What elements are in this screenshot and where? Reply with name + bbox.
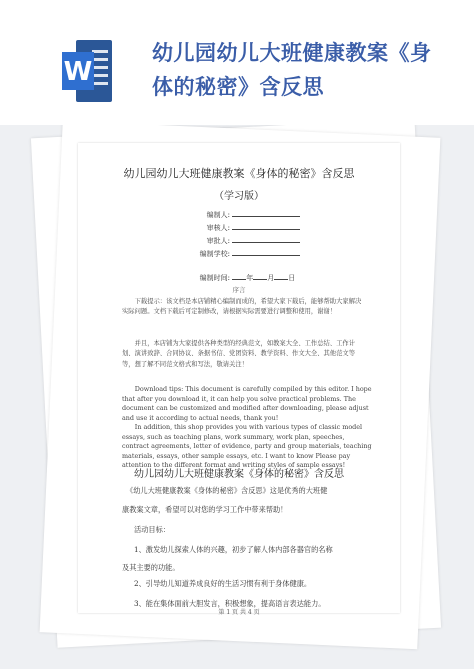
body-line: 《幼儿大班健康教案《身体的秘密》含反思》这是优秀的大班健 bbox=[126, 486, 328, 495]
download-tip-cn: 下载提示：该文档是本店铺精心编制而成的，希望大家下载后，能够帮助大家解决实际问题。文档下载后可定制修改，请根据实际需要进行调整和使用，谢谢！ bbox=[122, 298, 362, 316]
body-line: 康教案文章，希望可以对您的学习工作中带来帮助！ bbox=[122, 505, 288, 514]
word-icon bbox=[62, 40, 112, 102]
document-page bbox=[78, 143, 400, 616]
preface-heading: 序言 bbox=[232, 286, 246, 294]
page-number: 第 1 页 共 4 页 bbox=[218, 609, 260, 616]
svg-text:W: W bbox=[63, 57, 93, 87]
field-blank bbox=[232, 248, 300, 256]
date-year-label: 年 bbox=[246, 274, 254, 282]
field-author bbox=[196, 209, 300, 220]
document-preview bbox=[0, 125, 474, 669]
field-label: 编制人: bbox=[206, 211, 230, 219]
field-blank bbox=[232, 222, 300, 230]
field-blank bbox=[232, 272, 246, 280]
body-line: 1、激发幼儿探索人体的兴趣，初步了解人体内部各器官的名称 bbox=[134, 545, 333, 554]
field-blank bbox=[253, 272, 267, 280]
shop-info-cn: 并且，本店铺为大家提供各种类型的经典范文，如教案大全、工作总结、工作计划、演讲致辞、合同协议、条据书信、党团资料、教学资料、作文大全、其他范文等等，想了解不同范文格式和写法，敬请关注！ bbox=[122, 340, 355, 368]
field-label: 编制学校: bbox=[199, 250, 230, 258]
body-line: 活动目标： bbox=[134, 525, 170, 534]
section-title: 幼儿园幼儿大班健康教案《身体的秘密》含反思 bbox=[134, 469, 344, 480]
document-title: 幼儿园幼儿大班健康教案《身体的秘密》含反思 bbox=[123, 167, 355, 180]
field-label: 审批人: bbox=[206, 237, 230, 245]
field-approver bbox=[196, 235, 300, 246]
body-line: 3、能在集体面前大胆发言，积极想象，提高语言表达能力。 bbox=[134, 599, 326, 608]
body-line: 及其主要的功能。 bbox=[122, 563, 180, 572]
field-blank bbox=[274, 272, 288, 280]
download-tip-en: Download tips: This document is carefully compiled by this editor. I hope that after you download it, it can help you solve practical problems. The document can be customized and modified after downloading, please adjust and use it according to actual needs, thank you! bbox=[122, 385, 372, 422]
body-line: 2、引导幼儿知道养成良好的生活习惯有利于身体健康。 bbox=[134, 579, 312, 588]
date-day-label: 日 bbox=[288, 274, 296, 282]
date-month-label: 月 bbox=[267, 274, 275, 282]
field-blank bbox=[232, 235, 300, 243]
shop-info-en: In addition, this shop provides you with various types of classic model essays, such as teaching plans, work summary, work plan, speeches, contract agreements, letter of evidence, party and group materials, teaching materials, essays, other sample essays, etc. I want to know Please pay attention to the different format and writing styles of sample essays! bbox=[122, 423, 372, 470]
field-school bbox=[196, 248, 300, 259]
field-label: 编制时间: bbox=[199, 274, 230, 282]
field-label: 审核人: bbox=[206, 224, 230, 232]
listing-header bbox=[0, 0, 474, 125]
field-blank bbox=[232, 209, 300, 217]
field-date bbox=[196, 272, 295, 283]
field-reviewer bbox=[196, 222, 300, 233]
document-subtitle: （学习版） bbox=[214, 191, 264, 202]
document-listing-title: 幼儿园幼儿大班健康教案《身体的秘密》含反思 bbox=[152, 41, 432, 99]
